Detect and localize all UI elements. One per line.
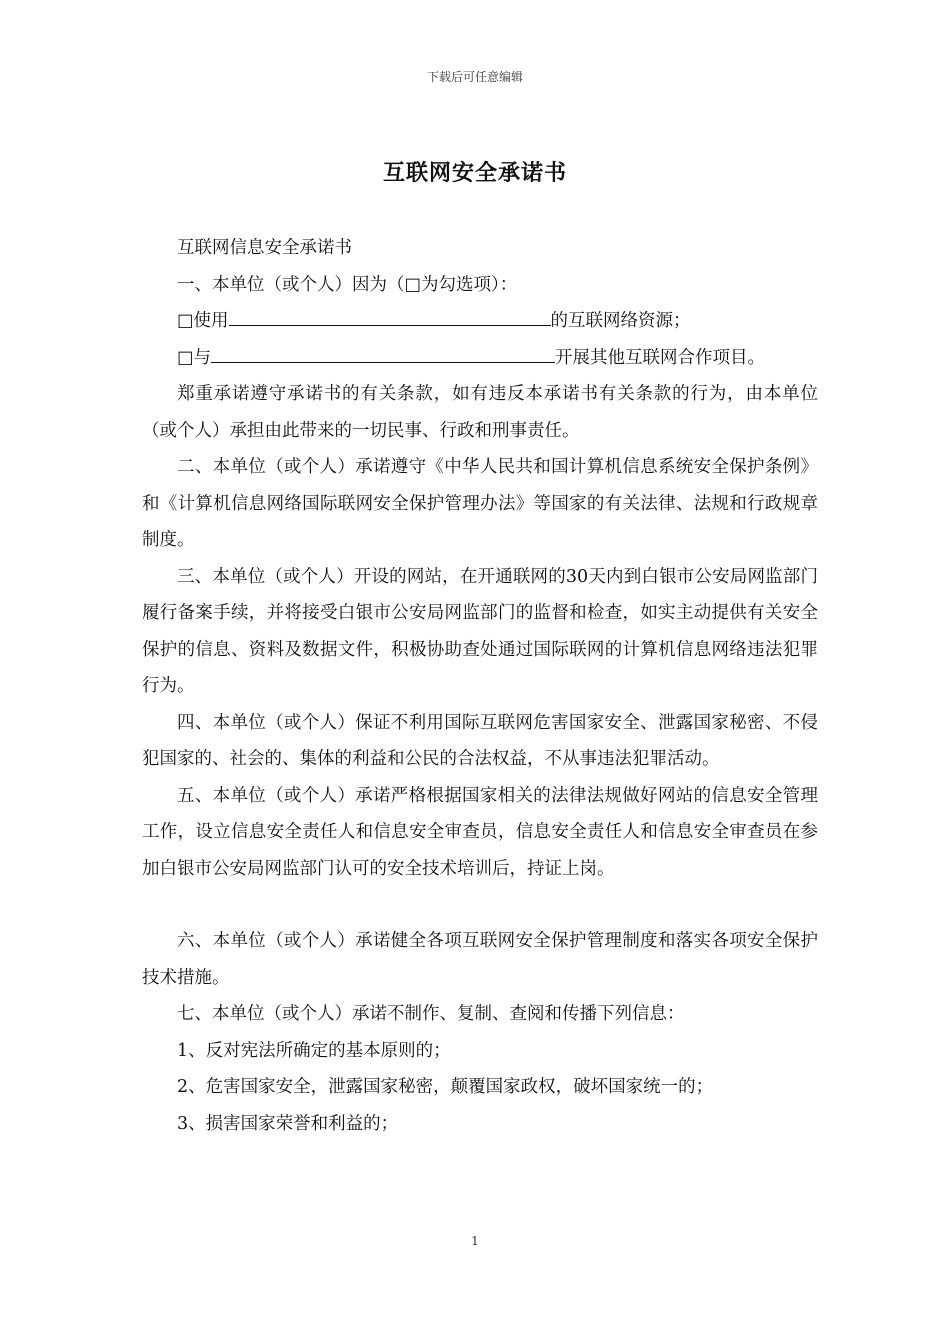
header-note: 下载后可任意编辑 (426, 70, 523, 84)
paragraph-subtitle: 互联网信息安全承诺书 (177, 238, 352, 258)
paragraph-clause-5: 五、本单位（或个人）承诺严格根据国家相关的法律法规做好网站的信息安全管理工作，设立信息安全责任人和信息安全审查员，信息安全责任人和信息安全审查员在参加白银市公安局网监部门认可的安全技术培训后，持证上岗。 (142, 785, 818, 879)
checkbox-line-use (142, 303, 818, 340)
checkbox-line-cooperate (142, 340, 818, 377)
fill-in-blank-cooperate[interactable] (211, 348, 555, 363)
paragraph-solemn-promise: 郑重承诺遵守承诺书的有关条款，如有违反本承诺书有关条款的行为，由本单位（或个人）承担由此带来的一切民事、行政和刑事责任。 (142, 384, 818, 441)
paragraph-clause-3: 三、本单位（或个人）开设的网站，在开通联网的30天内到白银市公安局网监部门履行备案手续，并将接受白银市公安局网监部门的监督和检查，如实主动提供有关安全保护的信息、资料及数据文件，积极协助查处通过国际联网的计算机信息网络违法犯罪行为。 (142, 566, 818, 696)
checkbox-line-cooperate-prefix: □与 (177, 347, 212, 368)
page-number: 1 (471, 1234, 479, 1248)
paragraph-clause-6: 六、本单位（或个人）承诺健全各项互联网安全保护管理制度和落实各项安全保护技术措施。 (142, 931, 818, 988)
list-item-2: 2、危害国家安全，泄露国家秘密，颠覆国家政权，破坏国家统一的； (177, 1077, 714, 1097)
checkbox-line-use-prefix: □使用 (177, 311, 229, 331)
paragraph-clause-2: 二、本单位（或个人）承诺遵守《中华人民共和国计算机信息系统安全保护条例》和《计算机信息网络国际联网安全保护管理办法》等国家的有关法律、法规和行政规章制度。 (142, 457, 818, 550)
checkbox-line-cooperate-suffix: 开展其他互联网合作项目。 (555, 347, 766, 368)
checkbox-line-use-suffix: 的互联网络资源； (550, 311, 691, 331)
paragraph-clause-1: 一、本单位（或个人）因为（□为勾选项）： (177, 274, 518, 295)
document-body (142, 230, 818, 1142)
fill-in-blank-use[interactable] (229, 311, 551, 326)
document-title: 互联网安全承诺书 (382, 160, 567, 186)
list-item-1: 1、反对宪法所确定的基本原则的； (177, 1040, 451, 1061)
paragraph-clause-4: 四、本单位（或个人）保证不利用国际互联网危害国家安全、泄露国家秘密、不侵犯国家的、社会的、集体的利益和公民的合法权益，不从事违法犯罪活动。 (142, 712, 818, 769)
list-item-3: 3、损害国家荣誉和利益的； (177, 1113, 399, 1134)
paragraph-clause-7: 七、本单位（或个人）承诺不制作、复制、查阅和传播下列信息： (177, 1004, 685, 1024)
